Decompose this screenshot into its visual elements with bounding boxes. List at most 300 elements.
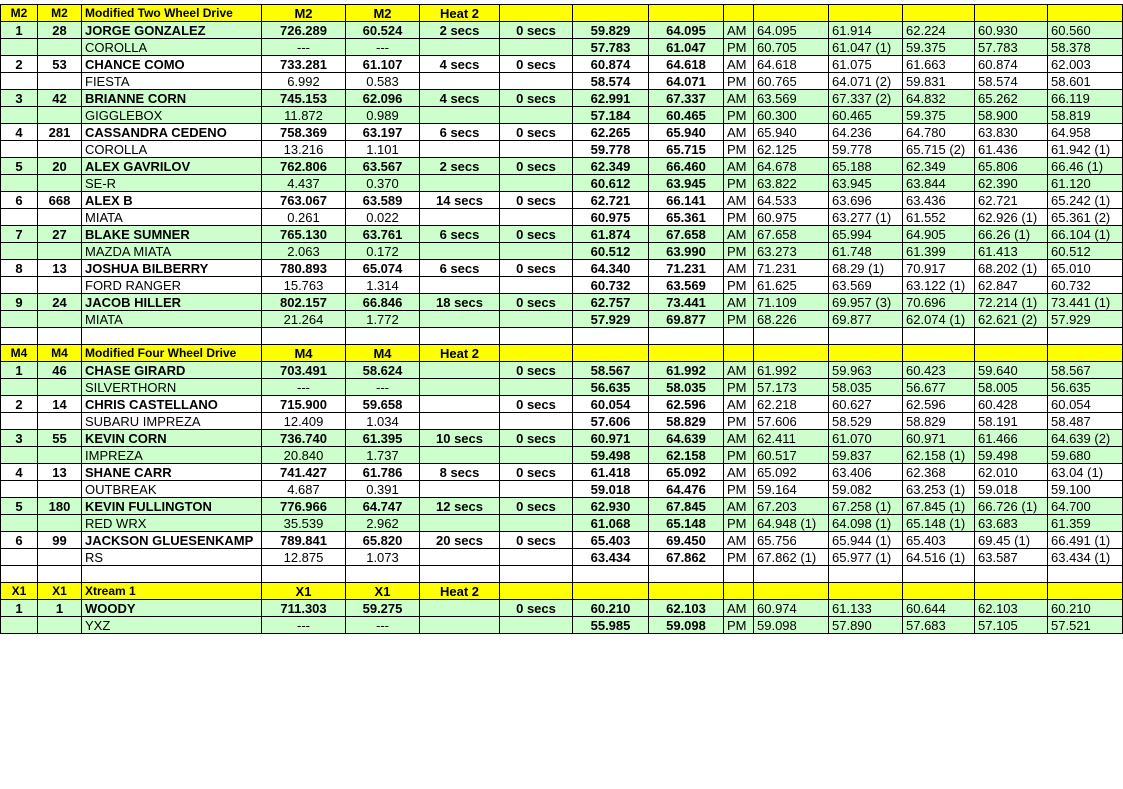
empty-cell (500, 549, 573, 566)
empty-cell (500, 73, 573, 90)
am-run-time: 60.930 (975, 22, 1048, 39)
driver-car-row (1, 73, 1123, 90)
worst-pm-time: 65.715 (649, 141, 724, 158)
empty-cell (724, 345, 754, 362)
empty-cell (649, 328, 724, 345)
pm-run-time: 60.517 (754, 447, 829, 464)
am-run-time: 72.214 (1) (975, 294, 1048, 311)
empty-cell (573, 583, 649, 600)
pm-run-time: 65.715 (2) (903, 141, 975, 158)
driver-row (1, 294, 1123, 311)
worst-am-time: 64.618 (649, 56, 724, 73)
best-am-time: 61.874 (573, 226, 649, 243)
total-time: 711.303 (262, 600, 346, 617)
empty-cell (1, 209, 38, 226)
pm-run-time: 59.375 (903, 39, 975, 56)
best-am-time: 60.874 (573, 56, 649, 73)
am-run-time: 65.940 (754, 124, 829, 141)
car-number: 668 (38, 192, 82, 209)
pm-run-time: 60.512 (1048, 243, 1123, 260)
empty-cell (1, 515, 38, 532)
best-am-time: 62.930 (573, 498, 649, 515)
car-model: MAZDA MIATA (82, 243, 262, 260)
empty-cell (420, 617, 500, 634)
pm-run-time: 59.018 (975, 481, 1048, 498)
empty-cell (975, 566, 1048, 583)
position: 5 (1, 158, 38, 175)
car-model: COROLLA (82, 39, 262, 56)
am-run-time: 66.119 (1048, 90, 1123, 107)
car-model: GIGGLEBOX (82, 107, 262, 124)
pm-run-time: 61.942 (1) (1048, 141, 1123, 158)
am-run-time: 64.958 (1048, 124, 1123, 141)
gap-time: 4 secs (420, 90, 500, 107)
driver-car-row (1, 277, 1123, 294)
session-label: AM (724, 260, 754, 277)
empty-cell (975, 328, 1048, 345)
worst-am-time: 71.231 (649, 260, 724, 277)
car-model: RS (82, 549, 262, 566)
empty-cell (903, 583, 975, 600)
driver-row (1, 90, 1123, 107)
driver-name: JACOB HILLER (82, 294, 262, 311)
car-number: 28 (38, 22, 82, 39)
average-difference: 0.583 (346, 73, 420, 90)
pm-run-time: 59.082 (829, 481, 903, 498)
total-time: 736.740 (262, 430, 346, 447)
worst-pm-time: 64.071 (649, 73, 724, 90)
empty-cell (38, 481, 82, 498)
session-label: AM (724, 22, 754, 39)
car-number: 20 (38, 158, 82, 175)
pm-run-time: 69.877 (829, 311, 903, 328)
spacer-row (1, 328, 1123, 345)
position: 2 (1, 396, 38, 413)
total-difference: 13.216 (262, 141, 346, 158)
empty-cell (829, 5, 903, 22)
driver-car-row (1, 413, 1123, 430)
am-run-time: 66.104 (1) (1048, 226, 1123, 243)
gap-time: 6 secs (420, 260, 500, 277)
worst-am-time: 64.095 (649, 22, 724, 39)
penalty-time: 0 secs (500, 362, 573, 379)
total-difference: 12.875 (262, 549, 346, 566)
driver-row (1, 260, 1123, 277)
empty-cell (38, 39, 82, 56)
best-pm-time: 57.606 (573, 413, 649, 430)
position: 1 (1, 22, 38, 39)
average-difference: 0.022 (346, 209, 420, 226)
pm-run-time: 61.413 (975, 243, 1048, 260)
am-run-time: 62.218 (754, 396, 829, 413)
pm-run-time: 59.098 (754, 617, 829, 634)
empty-cell (649, 583, 724, 600)
am-run-time: 69.45 (1) (975, 532, 1048, 549)
driver-car-row (1, 175, 1123, 192)
average-difference: --- (346, 379, 420, 396)
penalty-time: 0 secs (500, 600, 573, 617)
session-label: AM (724, 226, 754, 243)
pm-run-time: 68.226 (754, 311, 829, 328)
best-pm-time: 55.985 (573, 617, 649, 634)
empty-cell (38, 277, 82, 294)
pm-run-time: 59.831 (903, 73, 975, 90)
empty-cell (262, 328, 346, 345)
am-run-time: 60.428 (975, 396, 1048, 413)
car-number: 1 (38, 600, 82, 617)
class-header-row (1, 583, 1123, 600)
empty-cell (1, 243, 38, 260)
am-run-time: 65.242 (1) (1048, 192, 1123, 209)
empty-cell (649, 566, 724, 583)
class-column-label: M4 (346, 345, 420, 362)
am-run-time: 65.262 (975, 90, 1048, 107)
pm-run-time: 59.375 (903, 107, 975, 124)
session-label: PM (724, 107, 754, 124)
empty-cell (754, 345, 829, 362)
penalty-time: 0 secs (500, 124, 573, 141)
session-label: PM (724, 515, 754, 532)
average-difference: 0.370 (346, 175, 420, 192)
empty-cell (420, 175, 500, 192)
penalty-time: 0 secs (500, 498, 573, 515)
pm-run-time: 63.822 (754, 175, 829, 192)
position: 5 (1, 498, 38, 515)
class-code: X1 (38, 583, 82, 600)
worst-am-time: 62.596 (649, 396, 724, 413)
gap-time: 6 secs (420, 124, 500, 141)
total-difference: 4.437 (262, 175, 346, 192)
position: 6 (1, 532, 38, 549)
am-run-time: 60.971 (903, 430, 975, 447)
session-label: PM (724, 549, 754, 566)
car-number: 13 (38, 464, 82, 481)
gap-time (420, 600, 500, 617)
session-label: AM (724, 362, 754, 379)
gap-time: 8 secs (420, 464, 500, 481)
worst-pm-time: 65.361 (649, 209, 724, 226)
total-difference: 4.687 (262, 481, 346, 498)
penalty-time: 0 secs (500, 294, 573, 311)
best-am-time: 60.210 (573, 600, 649, 617)
worst-pm-time: 60.465 (649, 107, 724, 124)
pm-run-time: 58.574 (975, 73, 1048, 90)
best-am-time: 60.054 (573, 396, 649, 413)
average-difference: --- (346, 39, 420, 56)
empty-cell (1, 549, 38, 566)
best-am-time: 58.567 (573, 362, 649, 379)
session-label: PM (724, 277, 754, 294)
driver-row (1, 600, 1123, 617)
am-run-time: 68.29 (1) (829, 260, 903, 277)
empty-cell (1048, 328, 1123, 345)
best-pm-time: 60.732 (573, 277, 649, 294)
driver-name: ALEX GAVRILOV (82, 158, 262, 175)
gap-time: 4 secs (420, 56, 500, 73)
total-time: 726.289 (262, 22, 346, 39)
empty-cell (829, 566, 903, 583)
am-run-time: 60.210 (1048, 600, 1123, 617)
class-code: M4 (1, 345, 38, 362)
empty-cell (829, 583, 903, 600)
pm-run-time: 58.529 (829, 413, 903, 430)
total-time: 741.427 (262, 464, 346, 481)
average-difference: 1.314 (346, 277, 420, 294)
car-number: 14 (38, 396, 82, 413)
best-pm-time: 60.612 (573, 175, 649, 192)
empty-cell (903, 345, 975, 362)
worst-pm-time: 62.158 (649, 447, 724, 464)
penalty-time: 0 secs (500, 260, 573, 277)
session-label: PM (724, 311, 754, 328)
pm-run-time: 63.253 (1) (903, 481, 975, 498)
best-am-time: 60.971 (573, 430, 649, 447)
class-code: X1 (1, 583, 38, 600)
session-label: AM (724, 124, 754, 141)
am-run-time: 62.010 (975, 464, 1048, 481)
empty-cell (1048, 345, 1123, 362)
worst-am-time: 67.658 (649, 226, 724, 243)
driver-row (1, 22, 1123, 39)
pm-run-time: 58.829 (903, 413, 975, 430)
driver-row (1, 498, 1123, 515)
driver-car-row (1, 107, 1123, 124)
penalty-time: 0 secs (500, 22, 573, 39)
car-model: MIATA (82, 209, 262, 226)
position: 4 (1, 464, 38, 481)
pm-run-time: 61.552 (903, 209, 975, 226)
average-time: 61.786 (346, 464, 420, 481)
empty-cell (420, 209, 500, 226)
worst-pm-time: 63.945 (649, 175, 724, 192)
worst-am-time: 64.639 (649, 430, 724, 447)
class-name: Modified Two Wheel Drive (82, 5, 262, 22)
empty-cell (829, 328, 903, 345)
average-time: 63.589 (346, 192, 420, 209)
car-model: SUBARU IMPREZA (82, 413, 262, 430)
pm-run-time: 67.862 (1) (754, 549, 829, 566)
penalty-time: 0 secs (500, 56, 573, 73)
empty-cell (420, 141, 500, 158)
pm-run-time: 59.837 (829, 447, 903, 464)
am-run-time: 65.994 (829, 226, 903, 243)
empty-cell (573, 345, 649, 362)
empty-cell (724, 566, 754, 583)
average-difference: 1.073 (346, 549, 420, 566)
total-difference: 20.840 (262, 447, 346, 464)
empty-cell (500, 583, 573, 600)
session-label: PM (724, 617, 754, 634)
empty-cell (500, 141, 573, 158)
pm-run-time: 62.158 (1) (903, 447, 975, 464)
pm-run-time: 65.148 (1) (903, 515, 975, 532)
class-column-label: M4 (262, 345, 346, 362)
pm-run-time: 58.601 (1048, 73, 1123, 90)
empty-cell (38, 209, 82, 226)
am-run-time: 65.403 (903, 532, 975, 549)
class-column-label: X1 (262, 583, 346, 600)
pm-run-time: 58.487 (1048, 413, 1123, 430)
driver-car-row (1, 39, 1123, 56)
total-time: 763.067 (262, 192, 346, 209)
empty-cell (38, 549, 82, 566)
penalty-time: 0 secs (500, 158, 573, 175)
driver-row (1, 532, 1123, 549)
am-run-time: 62.596 (903, 396, 975, 413)
empty-cell (754, 566, 829, 583)
empty-cell (1, 73, 38, 90)
driver-car-row (1, 617, 1123, 634)
position: 9 (1, 294, 38, 311)
best-pm-time: 60.975 (573, 209, 649, 226)
pm-run-time: 60.732 (1048, 277, 1123, 294)
empty-cell (500, 379, 573, 396)
am-run-time: 63.696 (829, 192, 903, 209)
driver-name: JACKSON GLUESENKAMP (82, 532, 262, 549)
class-code: M2 (38, 5, 82, 22)
am-run-time: 66.491 (1) (1048, 532, 1123, 549)
best-am-time: 61.418 (573, 464, 649, 481)
gap-time: 10 secs (420, 430, 500, 447)
worst-am-time: 67.845 (649, 498, 724, 515)
pm-run-time: 56.677 (903, 379, 975, 396)
car-number: 13 (38, 260, 82, 277)
worst-am-time: 65.940 (649, 124, 724, 141)
session-label: AM (724, 430, 754, 447)
empty-cell (500, 209, 573, 226)
class-name: Xtream 1 (82, 583, 262, 600)
driver-name: JOSHUA BILBERRY (82, 260, 262, 277)
empty-cell (573, 5, 649, 22)
driver-car-row (1, 549, 1123, 566)
position: 7 (1, 226, 38, 243)
empty-cell (500, 515, 573, 532)
pm-run-time: 63.844 (903, 175, 975, 192)
empty-cell (420, 277, 500, 294)
pm-run-time: 58.900 (975, 107, 1048, 124)
empty-cell (754, 328, 829, 345)
am-run-time: 63.569 (754, 90, 829, 107)
pm-run-time: 58.035 (829, 379, 903, 396)
pm-run-time: 57.173 (754, 379, 829, 396)
empty-cell (1, 141, 38, 158)
worst-am-time: 62.103 (649, 600, 724, 617)
car-number: 55 (38, 430, 82, 447)
worst-am-time: 61.992 (649, 362, 724, 379)
worst-pm-time: 64.476 (649, 481, 724, 498)
pm-run-time: 64.516 (1) (903, 549, 975, 566)
gap-time: 12 secs (420, 498, 500, 515)
pm-run-time: 57.929 (1048, 311, 1123, 328)
total-difference: 15.763 (262, 277, 346, 294)
average-difference: 1.737 (346, 447, 420, 464)
am-run-time: 62.003 (1048, 56, 1123, 73)
session-label: PM (724, 379, 754, 396)
empty-cell (346, 566, 420, 583)
car-model: FIESTA (82, 73, 262, 90)
pm-run-time: 65.361 (2) (1048, 209, 1123, 226)
pm-run-time: 61.359 (1048, 515, 1123, 532)
pm-run-time: 61.625 (754, 277, 829, 294)
class-header-row (1, 345, 1123, 362)
total-difference: 0.261 (262, 209, 346, 226)
am-run-time: 69.957 (3) (829, 294, 903, 311)
average-time: 58.624 (346, 362, 420, 379)
total-difference: --- (262, 617, 346, 634)
driver-car-row (1, 209, 1123, 226)
empty-cell (903, 566, 975, 583)
driver-car-row (1, 379, 1123, 396)
session-label: AM (724, 294, 754, 311)
pm-run-time: 57.105 (975, 617, 1048, 634)
am-run-time: 60.627 (829, 396, 903, 413)
position: 1 (1, 600, 38, 617)
am-run-time: 62.411 (754, 430, 829, 447)
penalty-time: 0 secs (500, 396, 573, 413)
driver-car-row (1, 481, 1123, 498)
session-label: PM (724, 481, 754, 498)
am-run-time: 66.726 (1) (975, 498, 1048, 515)
pm-run-time: 63.683 (975, 515, 1048, 532)
results-body (1, 5, 1123, 634)
am-run-time: 67.845 (1) (903, 498, 975, 515)
average-time: 59.658 (346, 396, 420, 413)
empty-cell (38, 73, 82, 90)
total-difference: 35.539 (262, 515, 346, 532)
am-run-time: 61.663 (903, 56, 975, 73)
am-run-time: 65.010 (1048, 260, 1123, 277)
average-time: 63.761 (346, 226, 420, 243)
am-run-time: 61.914 (829, 22, 903, 39)
worst-am-time: 69.450 (649, 532, 724, 549)
empty-cell (649, 5, 724, 22)
empty-cell (420, 566, 500, 583)
class-header-row (1, 5, 1123, 22)
empty-cell (500, 107, 573, 124)
empty-cell (38, 566, 82, 583)
worst-pm-time: 67.862 (649, 549, 724, 566)
empty-cell (82, 328, 262, 345)
best-pm-time: 59.018 (573, 481, 649, 498)
empty-cell (500, 328, 573, 345)
am-run-time: 58.567 (1048, 362, 1123, 379)
average-time: 63.567 (346, 158, 420, 175)
total-difference: --- (262, 379, 346, 396)
driver-car-row (1, 141, 1123, 158)
pm-run-time: 57.683 (903, 617, 975, 634)
pm-run-time: 57.606 (754, 413, 829, 430)
driver-name: CHANCE COMO (82, 56, 262, 73)
empty-cell (1, 311, 38, 328)
total-difference: 2.063 (262, 243, 346, 260)
empty-cell (754, 583, 829, 600)
average-difference: --- (346, 617, 420, 634)
session-label: PM (724, 175, 754, 192)
empty-cell (1, 277, 38, 294)
driver-car-row (1, 515, 1123, 532)
empty-cell (1, 481, 38, 498)
am-run-time: 64.678 (754, 158, 829, 175)
pm-run-time: 64.948 (1) (754, 515, 829, 532)
worst-pm-time: 63.569 (649, 277, 724, 294)
driver-row (1, 124, 1123, 141)
pm-run-time: 62.847 (975, 277, 1048, 294)
average-time: 61.395 (346, 430, 420, 447)
am-run-time: 71.231 (754, 260, 829, 277)
am-run-time: 63.406 (829, 464, 903, 481)
pm-run-time: 61.120 (1048, 175, 1123, 192)
worst-am-time: 66.141 (649, 192, 724, 209)
